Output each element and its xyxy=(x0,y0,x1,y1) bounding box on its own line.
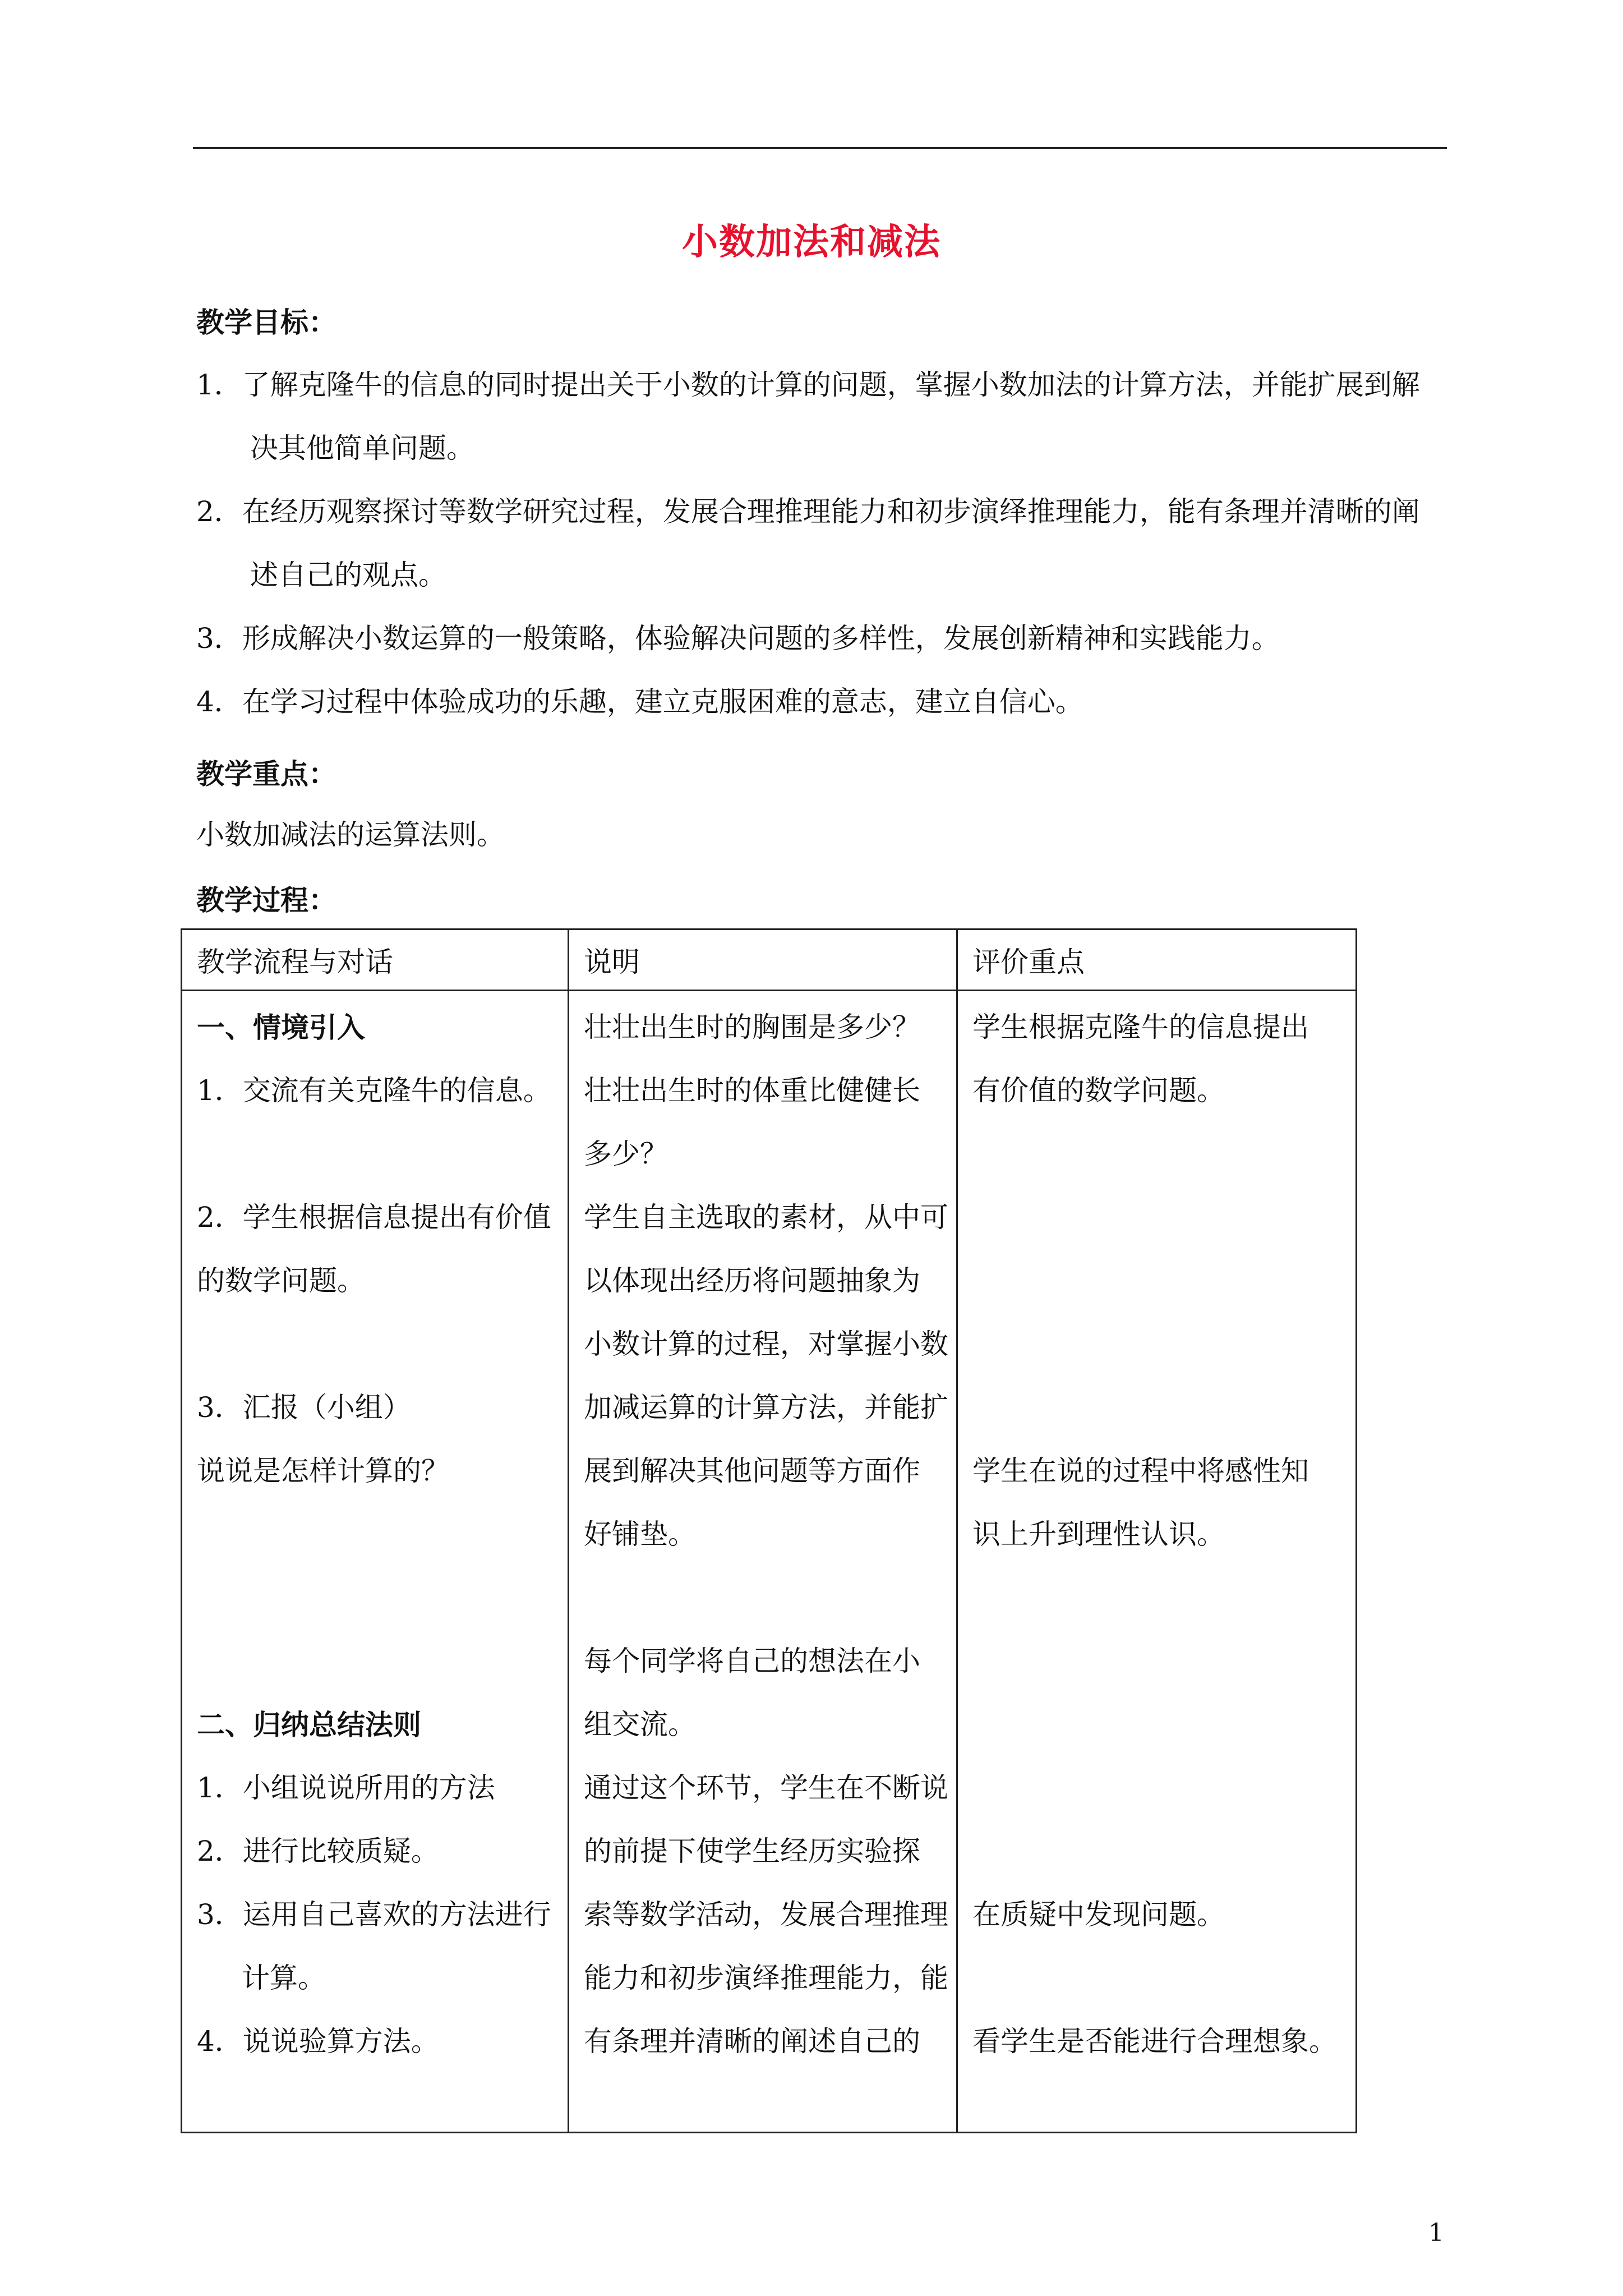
eval-line: 看学生是否能进行合理想象。 xyxy=(972,2025,1337,2058)
flow-item: 3．汇报（小组） xyxy=(197,1391,411,1424)
flow-item: 计算。 xyxy=(242,1962,326,1994)
flow-item: 4．说说验算方法。 xyxy=(197,2025,439,2058)
eval-line: 有价值的数学问题。 xyxy=(972,1074,1225,1107)
note-line: 好铺垫。 xyxy=(584,1518,696,1550)
eval-line: 学生在说的过程中将感性知 xyxy=(972,1455,1309,1487)
flow-item: 1．交流有关克隆牛的信息。 xyxy=(197,1074,551,1107)
key-heading: 教学重点： xyxy=(196,757,336,790)
note-line: 索等数学活动，发展合理推理 xyxy=(584,1898,948,1931)
notes-cell xyxy=(569,991,957,2133)
note-line: 多少？ xyxy=(584,1138,668,1170)
goals-heading: 教学目标： xyxy=(196,306,336,339)
header-flow: 教学流程与对话 xyxy=(182,930,569,991)
flow-item: 说说是怎样计算的？ xyxy=(197,1455,449,1487)
eval-line: 在质疑中发现问题。 xyxy=(972,1898,1225,1931)
goal-2-cont: 述自己的观点。 xyxy=(250,559,446,591)
note-line: 壮壮出生时的胸围是多少？ xyxy=(584,1011,920,1043)
table-row xyxy=(182,991,1357,2133)
goals-list xyxy=(196,353,1453,734)
note-line: 每个同学将自己的想法在小 xyxy=(584,1645,920,1677)
header-rule xyxy=(193,147,1447,149)
note-line: 展到解决其他问题等方面作 xyxy=(584,1455,920,1487)
note-line: 能力和初步演绎推理能力，能 xyxy=(584,1962,948,1994)
flow-item: 2．学生根据信息提出有价值 xyxy=(197,1201,551,1234)
note-line: 通过这个环节，学生在不断说 xyxy=(584,1772,948,1804)
evaluation-cell xyxy=(957,991,1357,2133)
note-line: 有条理并清晰的阐述自己的 xyxy=(584,2025,920,2058)
process-heading: 教学过程： xyxy=(196,884,336,917)
note-line: 的前提下使学生经历实验探 xyxy=(584,1835,920,1867)
flow-item: 1．小组说说所用的方法 xyxy=(197,1772,495,1804)
goal-1: 1．了解克隆牛的信息的同时提出关于小数的计算的问题，掌握小数加法的计算方法，并能扩展到解 xyxy=(196,369,1420,401)
eval-line: 识上升到理性认识。 xyxy=(972,1518,1225,1550)
key-text: 小数加减法的运算法则。 xyxy=(196,818,505,851)
goal-3: 3．形成解决小数运算的一般策略，体验解决问题的多样性，发展创新精神和实践能力。 xyxy=(196,622,1280,655)
flow-item: 2．进行比较质疑。 xyxy=(197,1835,439,1867)
section-1-title: 一、情境引入 xyxy=(197,1011,365,1044)
flow-cell xyxy=(182,991,569,2133)
note-line: 壮壮出生时的体重比健健长 xyxy=(584,1074,920,1107)
header-evaluation: 评价重点 xyxy=(957,930,1357,991)
flow-item: 3．运用自己喜欢的方法进行 xyxy=(197,1898,551,1931)
goal-1-cont: 决其他简单问题。 xyxy=(250,432,474,464)
note-line: 组交流。 xyxy=(584,1708,696,1741)
note-line: 加减运算的计算方法，并能扩 xyxy=(584,1391,948,1424)
process-table xyxy=(181,928,1357,2133)
section-2-title: 二、归纳总结法则 xyxy=(197,1708,421,1741)
eval-line: 学生根据克隆牛的信息提出 xyxy=(972,1011,1309,1043)
table-header-row xyxy=(182,930,1357,991)
page-number: 1 xyxy=(1428,2219,1444,2247)
document-title: 小数加法和减法 xyxy=(682,221,941,263)
note-line: 以体现出经历将问题抽象为 xyxy=(584,1264,920,1297)
header-notes: 说明 xyxy=(569,930,957,991)
goal-2: 2．在经历观察探讨等数学研究过程，发展合理推理能力和初步演绎推理能力，能有条理并清晰的阐 xyxy=(196,495,1420,528)
note-line: 小数计算的过程，对掌握小数 xyxy=(584,1328,948,1360)
goal-4: 4．在学习过程中体验成功的乐趣，建立克服困难的意志，建立自信心。 xyxy=(196,685,1083,718)
flow-item: 的数学问题。 xyxy=(197,1264,365,1297)
note-line: 学生自主选取的素材，从中可 xyxy=(584,1201,948,1234)
